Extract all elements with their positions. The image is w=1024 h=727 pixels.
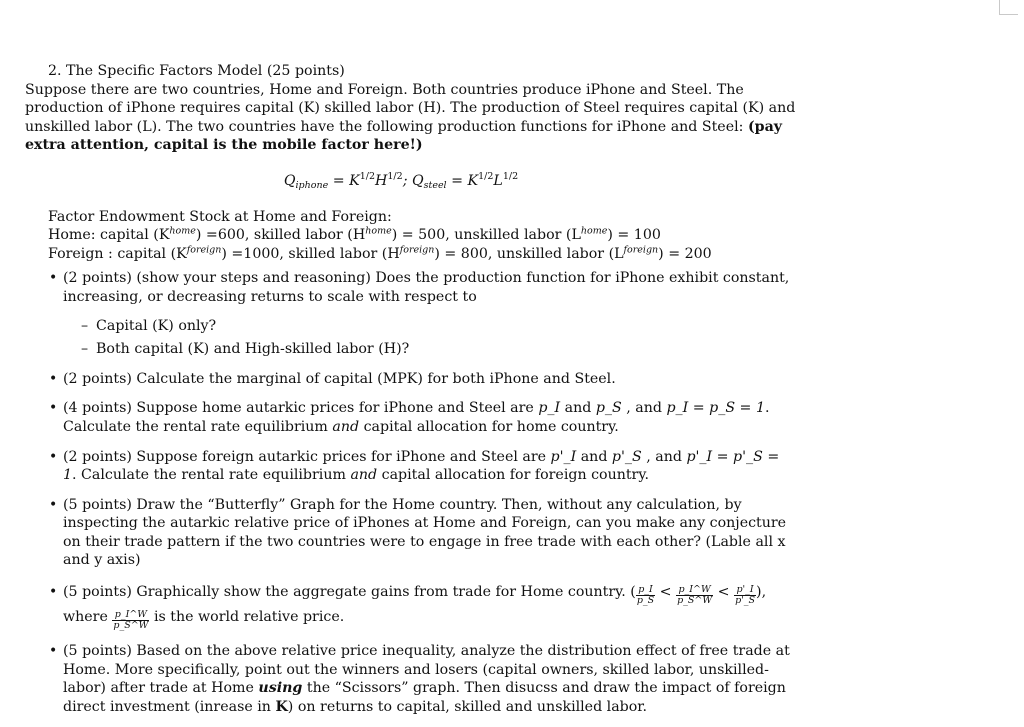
fraction-foreign-price: $\frac{p'\_I}{p'\_S}$ bbox=[735, 584, 756, 607]
question-butterfly-graph: • (5 points) Draw the “Butterfly” Graph for the Home country. Then, without any calculation, by inspecting the autarkic relative price of iPhones at Home and Foreign, can you make any conjecture on their trade pattern if the two countries were to engage in free trade with each other? (Lable all x and y axis) bbox=[25, 496, 797, 570]
question-gains-from-trade: • (5 points) Graphically show the aggregate gains from trade for Home country. ( $\frac{p\_I}{p\_S}$ < $\frac{p\_I\^{}W}{p\_S\^{}W}$ < $\frac{p'\_I}{p'\_S}$ ), where $\frac{p\_I\^{}W}{p\_S\^{}W}$ is the world relative price. bbox=[25, 581, 797, 631]
problem-heading: 2. The Specific Factors Model (25 points) bbox=[48, 63, 345, 79]
question-foreign-autarky: • (2 points) Suppose foreign autarkic prices for iPhone and Steel are p'_I and p'_S , and p'_I = p'_S = 1. Calculate the rental rate equilibrium and capital allocation for foreign country. bbox=[25, 448, 797, 485]
fraction-world-relative-price: $\frac{p\_I\^{}W}{p\_S\^{}W}$ bbox=[113, 609, 149, 632]
endowment-title: Factor Endowment Stock at Home and Foreign: bbox=[48, 208, 392, 225]
production-functions: $Q_{iphone} = K^{1/2}H^{1/2}$; $Q_{steel} = K^{1/2}L^{1/2}$ bbox=[283, 170, 519, 191]
factor-endowments bbox=[25, 208, 797, 264]
question-returns-to-scale: • (2 points) (show your steps and reasoning) Does the production function for iPhone exhibit constant, increasing, or decreasing returns to scale with respect to – Capital (K) only? – Both capital (K) and High-skilled labor (H)? bbox=[25, 269, 797, 358]
intro-emphasis: (pay extra attention, capital is the mobile factor here!) bbox=[25, 118, 783, 154]
fraction-home-price: $\frac{p\_I}{p\_S}$ bbox=[636, 584, 655, 607]
endowment-foreign: Foreign : capital $(K^{foreign}) =1000$, skilled labor $(H^{foreign}) = 800$, unskilled labor $(L^{foreign}) = 200$ bbox=[48, 244, 712, 262]
endowment-home: Home: capital $(K^{home}) =600$, skilled labor $(H^{home}) = 500$, unskilled labor $(L^{home}) = 100$ bbox=[48, 225, 661, 244]
subquestion-capital-only: – Capital (K) only? bbox=[63, 317, 797, 336]
problem-document bbox=[25, 62, 797, 727]
window-corner-mark bbox=[999, 0, 1018, 15]
question-mpk: • (2 points) Calculate the marginal of capital (MPK) for both iPhone and Steel. bbox=[25, 370, 797, 389]
question-home-autarky: • (4 points) Suppose home autarkic prices for iPhone and Steel are p_I and p_S , and p_I = p_S = 1. Calculate the rental rate equilibrium and capital allocation for home country. bbox=[25, 399, 797, 436]
fraction-world-price: $\frac{p\_I\^{}W}{p\_S\^{}W}$ bbox=[677, 584, 713, 607]
subquestion-capital-and-skilled: – Both capital (K) and High-skilled labor (H)? bbox=[63, 340, 797, 359]
problem-intro: Suppose there are two countries, Home and Foreign. Both countries produce iPhone and Steel. The production of iPhone requires capital (K) skilled labor (H). The production of Steel requires capital (K) and unskilled labor (L). The two countries have the following production functions for iPhone and Steel: (pay extra attention, capital is the mobile factor here!) bbox=[25, 81, 796, 154]
question-list bbox=[25, 269, 797, 716]
question-distribution-effect: • (5 points) Based on the above relative price inequality, analyze the distribution effect of free trade at Home. More specifically, point out the winners and losers (capital owners, skilled labor, unskilled-labor) after trade at Home using the “Scissors” graph. Then disucss and draw the impact of foreign direct investment (inrease in K) on returns to capital, skilled and unskilled labor. bbox=[25, 642, 797, 716]
returns-subquestions bbox=[63, 317, 797, 359]
